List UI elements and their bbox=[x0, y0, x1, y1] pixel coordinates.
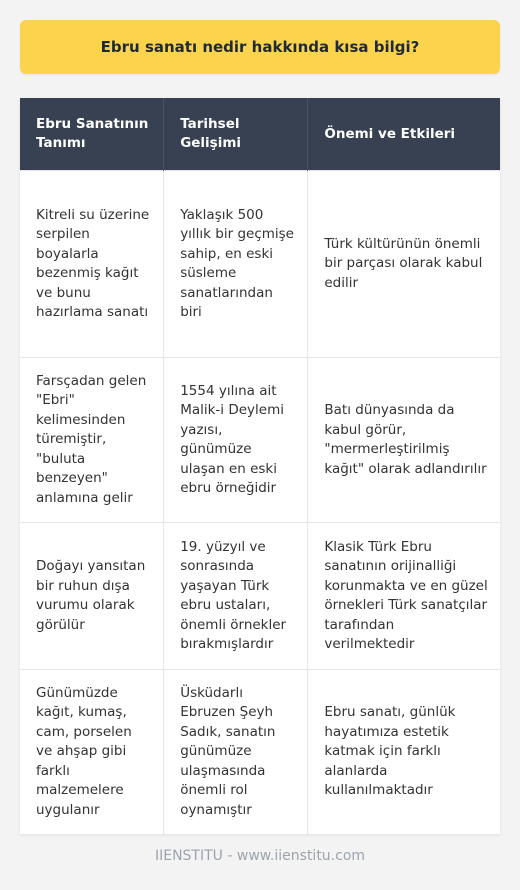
table-cell: Klasik Türk Ebru sanatının orijinalliği korunmakta ve en güzel örnekleri Türk sanatçılar tarafından verilmektedir bbox=[308, 523, 500, 670]
table-cell: Türk kültürünün önemli bir parçası olarak kabul edilir bbox=[308, 171, 500, 358]
column-header-importance: Önemi ve Etkileri bbox=[308, 98, 500, 171]
table-row bbox=[20, 523, 500, 670]
column-header-definition: Ebru Sanatının Tanımı bbox=[20, 98, 164, 171]
title-banner bbox=[20, 20, 500, 74]
table-cell: Kitreli su üzerine serpilen boyalarla bezenmiş kağıt ve bunu hazırlama sanatı bbox=[20, 171, 164, 358]
table-cell: Doğayı yansıtan bir ruhun dışa vurumu olarak görülür bbox=[20, 523, 164, 670]
table-cell: Farsçadan gelen "Ebri" kelimesinden türemiştir, "buluta benzeyen" anlamına gelir bbox=[20, 358, 164, 523]
table-cell: Yaklaşık 500 yıllık bir geçmişe sahip, en eski süsleme sanatlarından biri bbox=[164, 171, 308, 358]
table-row bbox=[20, 171, 500, 358]
page-title: Ebru sanatı nedir hakkında kısa bilgi? bbox=[100, 38, 420, 56]
table-cell: Günümüzde kağıt, kumaş, cam, porselen ve ahşap gibi farklı malzemelere uygulanır bbox=[20, 670, 164, 835]
table-cell: Üsküdarlı Ebruzen Şeyh Sadık, sanatın günümüze ulaşmasında önemli rol oynamıştır bbox=[164, 670, 308, 835]
table-cell: 1554 yılına ait Malik-i Deylemi yazısı, günümüze ulaşan en eski ebru örneğidir bbox=[164, 358, 308, 523]
table-cell: Batı dünyasında da kabul görür, "mermerleştirilmiş kağıt" olarak adlandırılır bbox=[308, 358, 500, 523]
column-header-history: Tarihsel Gelişimi bbox=[164, 98, 308, 171]
info-table bbox=[20, 98, 500, 834]
table-cell: Ebru sanatı, günlük hayatımıza estetik katmak için farklı alanlarda kullanılmaktadır bbox=[308, 670, 500, 835]
table-row bbox=[20, 670, 500, 835]
table-row bbox=[20, 358, 500, 523]
table-cell: 19. yüzyıl ve sonrasında yaşayan Türk ebru ustaları, önemli örnekler bırakmışlardır bbox=[164, 523, 308, 670]
table-header-row bbox=[20, 98, 500, 171]
footer-credit: IIENSTITU - www.iienstitu.com bbox=[154, 848, 366, 864]
